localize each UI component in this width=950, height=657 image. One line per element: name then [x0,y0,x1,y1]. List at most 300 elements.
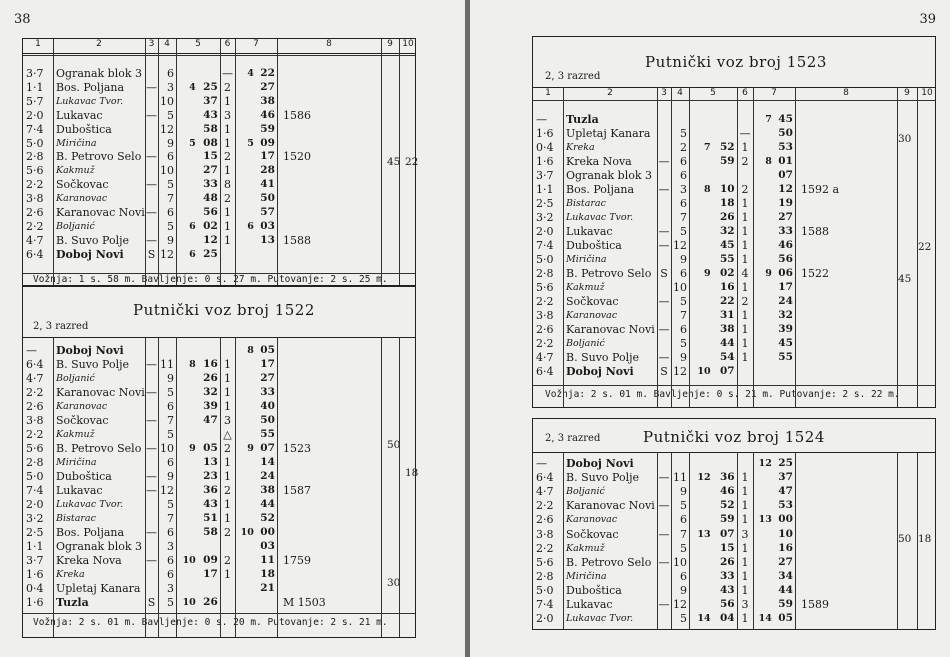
arrival-minute: 33 [203,178,218,191]
column-header: 5 [195,39,201,49]
train-title: Putnički voz broj 1522 [133,301,315,319]
station-name: Boljanić [566,338,605,349]
arrival-hour: 12 [697,472,711,484]
arrival-minute: 43 [719,583,735,596]
departure-minute: 55 [260,428,275,440]
stop-mark: — [658,183,670,196]
column-rule [145,39,146,285]
arrival-minute: 36 [203,484,218,496]
km-distance: 2·2 [26,219,44,233]
table-row [533,499,935,513]
departure-minute: 52 [260,512,275,524]
arrival-hour: 8 [189,359,196,370]
class-label: 2, 3 razred [545,71,601,82]
crossing-train: 1587 [283,484,311,497]
km-distance: 2·6 [26,400,44,413]
station-name: B. Petrovo Selo [566,267,652,280]
stop-duration: 1 [741,499,749,513]
km-distance: — [536,457,547,470]
station-name: Ogranak blok 3 [566,169,653,182]
arrival-minute: 33 [719,569,735,582]
page-number: 39 [919,12,936,27]
stop-duration: 1 [224,122,231,136]
stop-mark: — [146,484,157,497]
arrival-minute: 17 [203,568,218,580]
col9-note: 45 [898,273,912,285]
station-name: B. Suvo Polje [56,358,130,371]
stop-duration: 2 [224,192,231,206]
departure-minute: 38 [260,484,275,496]
table-row [23,554,415,568]
km-distance: 3·8 [536,527,554,541]
km-distance: 2·6 [536,513,554,527]
column-rule [399,39,400,285]
station-name: Boljanić [56,220,95,232]
column-header: 1 [545,88,551,98]
departure-minute: 53 [778,499,793,512]
arrival-minute: 26 [203,596,218,608]
table-row [533,225,935,239]
crossing-train: M 1503 [283,596,326,609]
col9-note: 45 [387,156,401,168]
table-row [23,400,415,414]
km-distance: 2·5 [26,526,44,539]
arrival-minute: 48 [203,192,218,205]
table-row [533,197,935,211]
arrival-minute: 23 [203,470,218,482]
km-distance: 2·5 [536,197,554,210]
km-distance: 2·0 [536,612,554,626]
column-rule [158,39,159,285]
departure-minute: 05 [260,344,275,356]
arrival-minute: 07 [719,527,735,540]
km-distance: 4·7 [26,233,44,247]
station-name: Karanovac [566,310,618,321]
km-distance: 2·2 [536,541,554,555]
stop-mark: — [658,471,670,485]
column-rule [53,337,54,637]
km-distance: 2·2 [536,295,554,308]
table-row [23,358,415,372]
departure-minute: 17 [778,281,793,293]
col9-note-a: 30 [898,133,912,145]
stop-duration: 2 [224,554,231,567]
run-minutes: 9 [680,583,687,597]
stop-mark: — [658,555,670,569]
station-name: Miričina [566,254,607,265]
column-rule [657,452,658,629]
run-minutes: 10 [160,94,174,108]
departure-minute: 45 [778,337,793,349]
departure-minute: 17 [260,358,275,370]
crossing-train: 1522 [801,267,829,280]
km-distance: 5·0 [26,470,44,483]
stop-duration: 1 [741,197,749,210]
run-minutes: 6 [680,169,687,182]
column-header: 2 [607,88,613,98]
run-minutes: 2 [680,141,687,154]
km-distance: 7·4 [26,484,44,497]
col9-note: 50 [387,439,401,451]
table-row [23,498,415,512]
km-distance: 1·6 [26,596,44,609]
column-rule [220,39,221,285]
stop-duration: 1 [741,541,749,555]
station-name: Doboj Novi [56,247,124,261]
stop-mark: — [658,527,670,541]
stop-duration: 3 [224,414,231,427]
table-row [23,568,415,582]
stop-mark: — [658,598,670,611]
arrival-minute: 56 [719,598,735,610]
station-name: Duboštica [566,583,622,597]
table-row [533,239,935,253]
stop-duration: 8 [224,178,231,192]
arrival-minute: 05 [203,442,218,454]
column-rule [795,87,796,407]
station-name: B. Suvo Polje [566,351,640,364]
stop-mark: S [147,247,156,261]
run-minutes: 12 [160,484,174,497]
run-minutes: 3 [167,80,174,94]
stop-duration: △ [223,428,232,441]
arrival-hour: 6 [189,248,196,260]
arrival-minute: 56 [203,206,218,218]
stop-mark: — [146,233,157,247]
run-minutes: 7 [680,527,687,541]
departure-minute: 13 [260,233,275,246]
column-rule [235,39,236,285]
run-minutes: 12 [673,239,687,252]
stop-duration: 1 [741,225,749,238]
departure-minute: 44 [778,583,793,596]
run-minutes: 6 [680,513,687,527]
arrival-minute: 02 [719,267,735,279]
table-row [23,372,415,386]
stop-mark: — [146,150,157,164]
km-distance: 3·8 [26,192,44,206]
stop-duration: 3 [741,527,749,541]
station-name: Karanovac Novi [56,206,145,219]
run-minutes: 3 [167,540,174,553]
station-name: Duboštica [566,239,622,252]
column-header: 6 [742,88,748,98]
km-distance: 5·0 [536,253,554,266]
station-name: Ogranak blok 3 [56,67,143,80]
km-distance: 3·7 [536,169,554,182]
run-minutes: 9 [680,351,687,364]
stop-mark: — [146,386,157,399]
run-minutes: 5 [680,225,687,238]
table-row [533,211,935,225]
table-row [23,95,415,109]
stop-duration: 2 [224,526,231,539]
km-distance: 2·0 [26,498,44,511]
departure-minute: 27 [260,80,275,93]
departure-minute: 19 [778,197,793,209]
run-minutes: 12 [160,247,174,261]
stop-duration: 1 [224,568,231,581]
column-rule [563,87,564,407]
arrival-minute: 27 [203,164,218,177]
departure-minute: 00 [778,513,793,526]
crossing-train: 1588 [283,233,311,247]
column-rule [897,452,898,629]
station-name: Kreka [56,569,85,580]
station-name: Doboj Novi [566,365,634,378]
stop-mark: S [660,365,668,378]
table-row [533,612,935,626]
arrival-hour: 14 [697,613,711,625]
arrival-minute: 13 [203,456,218,468]
stop-duration: 1 [741,141,749,154]
column-header: 6 [224,39,231,49]
arrival-minute: 09 [203,554,218,566]
column-rule [145,337,146,637]
column-header: 10 [921,88,933,98]
departure-minute: 47 [778,485,793,498]
arrival-minute: 45 [719,239,735,251]
run-minutes: 7 [167,192,174,206]
stop-duration: 4 [741,267,749,280]
column-rule [917,87,918,407]
station-name: Upletaj Kanara [56,582,141,595]
station-name: Duboštica [56,470,112,483]
departure-minute: 27 [778,555,793,568]
stop-mark: — [658,225,670,238]
column-header: 8 [843,88,849,98]
table-row [533,351,935,365]
column-rule [657,87,658,407]
left-page [0,0,465,657]
table-row [23,456,415,470]
station-name: Ogranak blok 3 [56,540,143,553]
stop-duration: — [739,127,751,140]
departure-minute: 16 [778,541,793,554]
column-header: 4 [677,88,683,98]
column-rule [277,39,278,285]
stop-duration: 1 [224,358,231,371]
column-header: 8 [326,39,332,49]
departure-minute: 25 [778,457,793,469]
crossing-train: 1520 [283,150,311,164]
run-minutes: 6 [167,456,174,469]
station-name: Boljanić [566,486,605,498]
table-row [533,183,935,197]
table-row [533,337,935,351]
station-name: Doboj Novi [566,457,634,470]
table-row [533,169,935,183]
arrival-hour: 9 [703,268,711,279]
departure-minute: 24 [260,470,275,482]
table-row [533,267,935,281]
arrival-minute: 10 [719,183,735,195]
column-header: 9 [904,88,910,98]
km-distance: 5·0 [26,136,44,150]
stop-duration: 1 [224,372,231,385]
station-name: Sočkovac [566,527,619,541]
column-rule [381,39,382,285]
run-minutes: 10 [160,164,174,178]
stop-duration: 2 [224,442,231,455]
col9-note: 50 [898,533,912,545]
stop-mark: — [658,295,670,308]
run-minutes: 11 [673,471,687,485]
stop-duration: 3 [224,108,231,122]
km-distance: 1·1 [26,80,44,94]
col10-note: 18 [405,467,419,479]
departure-minute: 27 [260,372,275,384]
km-distance: 3·2 [536,211,554,224]
departure-minute: 46 [260,108,275,121]
km-distance: 4·7 [26,372,44,385]
departure-minute: 57 [260,206,275,218]
arrival-minute: 04 [719,612,735,625]
station-name: Lukavac Tvor. [566,212,634,223]
arrival-minute: 32 [719,225,735,237]
table-row [533,155,935,169]
col10-note: 22 [405,156,419,168]
run-minutes: 9 [680,253,687,266]
station-name: Karanovac Novi [566,323,655,336]
km-distance: 6·4 [26,247,44,261]
departure-minute: 46 [778,239,793,251]
departure-minute: 14 [260,456,275,468]
run-minutes: 6 [167,67,174,80]
departure-hour: 8 [765,156,772,167]
departure-minute: 06 [778,267,793,279]
column-rule [176,337,177,637]
arrival-minute: 39 [203,400,218,412]
table-row [23,512,415,526]
departure-minute: 05 [778,612,793,625]
station-name: Miričina [56,457,97,468]
arrival-minute: 37 [203,94,218,107]
run-minutes: 6 [680,267,687,280]
table-row [23,526,415,540]
table-row [533,584,935,598]
table-row [23,428,415,442]
table-row [533,457,935,471]
run-minutes: 6 [167,150,174,164]
arrival-minute: 15 [203,150,218,163]
stop-mark: S [660,267,668,280]
column-rule [897,87,898,407]
table-row [23,234,415,248]
km-distance: 3·8 [536,309,554,322]
arrival-minute: 31 [719,309,735,321]
table-row [23,123,415,137]
column-rule [176,39,177,285]
stop-mark: — [146,470,157,483]
table-row [23,178,415,192]
table-row [533,556,935,570]
stop-duration: 1 [741,281,749,294]
run-minutes: 6 [680,155,687,168]
arrival-minute: 44 [719,337,735,349]
departure-minute: 34 [778,569,793,582]
departure-minute: 45 [778,113,793,125]
arrival-minute: 55 [719,253,735,265]
arrival-minute: 52 [719,499,735,512]
arrival-minute: 15 [719,541,735,554]
run-minutes: 5 [167,428,174,441]
column-rule [399,337,400,637]
arrival-hour: 7 [703,142,711,153]
station-name: B. Petrovo Selo [56,150,142,164]
stop-duration: 1 [224,498,231,511]
run-minutes: 5 [680,499,687,513]
km-distance: 2·2 [536,499,554,513]
km-distance: — [536,113,547,126]
table-row [23,137,415,151]
station-name: Upletaj Kanara [566,127,651,140]
arrival-minute: 07 [719,365,735,377]
table-row [23,344,415,358]
column-rule [689,87,690,407]
station-name: Lukavac Tvor. [56,95,124,107]
stop-mark: — [146,554,157,567]
table-row [23,67,415,81]
station-name: Lukavac Tvor. [566,613,634,625]
column-rule [753,452,754,629]
run-minutes: 6 [167,526,174,539]
stop-duration: 1 [741,513,749,527]
column-rule [277,337,278,637]
arrival-minute: 59 [719,513,735,526]
arrival-minute: 16 [719,281,735,293]
station-name: Boljanić [56,373,95,384]
run-minutes: 5 [167,108,174,122]
table-row [23,81,415,95]
departure-minute: 33 [260,386,275,398]
arrival-minute: 08 [203,136,218,149]
table-row [23,540,415,554]
stop-mark: — [146,108,157,122]
km-distance: — [26,344,37,357]
arrival-hour: 10 [182,597,196,608]
km-distance: 1·1 [536,183,554,196]
column-header: 5 [710,88,716,98]
departure-minute: 44 [260,498,275,510]
table-row [533,528,935,542]
right-page [470,0,950,657]
run-minutes: 7 [167,414,174,427]
departure-hour: 9 [247,443,254,454]
run-minutes: 6 [167,554,174,567]
station-name: Kakmuž [56,165,95,177]
departure-minute: 40 [260,400,275,412]
stop-duration: 1 [741,309,749,322]
stop-duration: 1 [741,583,749,597]
stop-duration: 1 [224,233,231,247]
table-row [23,109,415,123]
column-rule [737,87,738,407]
km-distance: 6·4 [26,358,44,371]
departure-hour: 13 [758,514,772,526]
column-rule [737,452,738,629]
stop-duration: 1 [741,612,749,626]
departure-hour: 12 [758,458,772,469]
column-rule [689,452,690,629]
table-row [533,295,935,309]
departure-minute: 50 [778,127,793,139]
stop-mark: — [146,178,157,192]
km-distance: 5·6 [26,442,44,455]
departure-minute: 39 [778,323,793,335]
km-distance: 7·4 [536,598,554,611]
timetable-1523 [532,36,936,408]
